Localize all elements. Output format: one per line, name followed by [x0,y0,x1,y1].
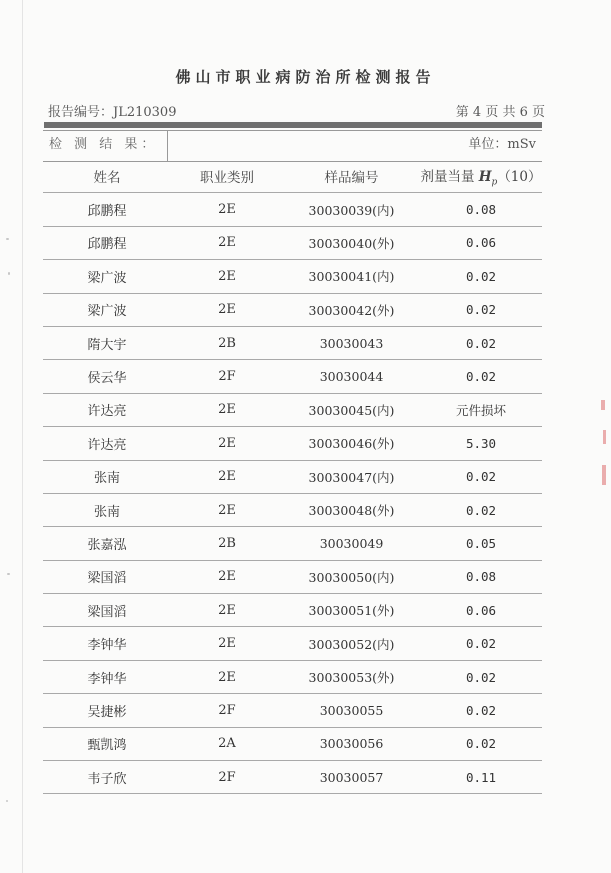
table-row [43,326,542,359]
table-row [43,627,542,660]
cell-category: 2E [171,627,283,660]
header-divider [44,122,542,128]
cell-category: 2F [171,694,283,727]
table-row [43,761,542,794]
cell-category: 2B [171,326,283,359]
results-label: 检 测 结 果： [43,131,168,161]
page-edge-line [22,0,23,873]
cell-name: 甄凯鸿 [43,727,171,760]
cell-category: 2E [171,193,283,226]
cell-sample: 30030051(外) [283,594,420,627]
cell-name: 梁国滔 [43,594,171,627]
cell-name: 李钟华 [43,627,171,660]
cell-name: 许达亮 [43,393,171,426]
header-dose-h: H [478,168,492,185]
cell-category: 2E [171,427,283,460]
cell-category: 2F [171,360,283,393]
cell-dose: 5.30 [420,427,542,460]
cell-sample: 30030039(内) [283,193,420,226]
header-dose-sub: p [491,177,498,188]
dose-results-table [43,160,542,794]
cell-sample: 30030043 [283,326,420,359]
cell-name: 李钟华 [43,660,171,693]
table-header-row [43,160,542,193]
cell-sample: 30030053(外) [283,660,420,693]
table-row [43,727,542,760]
cell-dose: 0.06 [420,594,542,627]
scan-speck [6,800,8,802]
table-row [43,460,542,493]
cell-category: 2B [171,527,283,560]
cell-sample: 30030047(内) [283,460,420,493]
cell-dose: 0.02 [420,727,542,760]
cell-name: 许达亮 [43,427,171,460]
cell-dose: 0.08 [420,193,542,226]
cell-sample: 30030044 [283,360,420,393]
cell-name: 梁国滔 [43,560,171,593]
table-row [43,226,542,259]
header-sample: 样品编号 [283,160,420,193]
cell-name: 梁广波 [43,260,171,293]
cell-sample: 30030052(内) [283,627,420,660]
cell-dose: 0.02 [420,326,542,359]
cell-sample: 30030049 [283,527,420,560]
cell-dose: 0.08 [420,560,542,593]
stamp-edge-mark [602,465,606,485]
stamp-edge-mark [603,430,606,444]
table-row [43,260,542,293]
cell-category: 2E [171,460,283,493]
header-dose [420,160,542,193]
scan-speck [7,573,10,575]
page-indicator: 第 4 页 共 6 页 [455,105,545,120]
table-row [43,360,542,393]
cell-name: 张嘉泓 [43,527,171,560]
table-row [43,560,542,593]
cell-dose: 0.02 [420,260,542,293]
table-row [43,493,542,526]
cell-sample: 30030042(外) [283,293,420,326]
cell-name: 张南 [43,460,171,493]
table-row [43,393,542,426]
cell-category: 2A [171,727,283,760]
cell-name: 梁广波 [43,293,171,326]
cell-category: 2E [171,226,283,259]
cell-sample: 30030055 [283,694,420,727]
header-dose-prefix: 剂量当量 [420,168,479,185]
cell-name: 张南 [43,493,171,526]
table-row [43,594,542,627]
cell-name: 侯云华 [43,360,171,393]
results-header-row [43,130,542,162]
cell-dose: 0.02 [420,493,542,526]
cell-dose: 0.06 [420,226,542,259]
cell-dose: 0.05 [420,527,542,560]
cell-category: 2E [171,560,283,593]
table-row [43,193,542,226]
stamp-edge-mark [601,400,605,410]
cell-dose: 0.11 [420,761,542,794]
cell-category: 2E [171,660,283,693]
cell-sample: 30030046(外) [283,427,420,460]
cell-name: 韦子欣 [43,761,171,794]
page-title: 佛山市职业病防治所检测报告 [175,68,436,86]
cell-sample: 30030045(内) [283,393,420,426]
header-category: 职业类别 [171,160,283,193]
cell-category: 2F [171,761,283,794]
table-row [43,293,542,326]
cell-sample: 30030050(内) [283,560,420,593]
table-row [43,427,542,460]
cell-dose: 0.02 [420,660,542,693]
cell-category: 2E [171,594,283,627]
cell-sample: 30030056 [283,727,420,760]
cell-sample: 30030057 [283,761,420,794]
cell-sample: 30030040(外) [283,226,420,259]
scan-speck [6,238,9,240]
cell-dose: 元件损坏 [420,393,542,426]
cell-name: 邱鹏程 [43,226,171,259]
table-row [43,694,542,727]
cell-dose: 0.02 [420,627,542,660]
cell-dose: 0.02 [420,360,542,393]
cell-category: 2E [171,260,283,293]
scan-speck [8,272,10,275]
table-row [43,527,542,560]
header-name: 姓名 [43,160,171,193]
header-dose-symbol [478,168,498,188]
cell-sample: 30030041(内) [283,260,420,293]
cell-dose: 0.02 [420,460,542,493]
cell-category: 2E [171,493,283,526]
cell-name: 吴捷彬 [43,694,171,727]
table-row [43,660,542,693]
cell-name: 隋大宇 [43,326,171,359]
cell-dose: 0.02 [420,293,542,326]
cell-sample: 30030048(外) [283,493,420,526]
cell-category: 2E [171,393,283,426]
unit-label: 单位：mSv [468,137,536,152]
cell-name: 邱鹏程 [43,193,171,226]
cell-category: 2E [171,293,283,326]
cell-dose: 0.02 [420,694,542,727]
report-number: 报告编号：JL210309 [48,105,177,120]
header-dose-suffix: （10） [497,168,542,185]
